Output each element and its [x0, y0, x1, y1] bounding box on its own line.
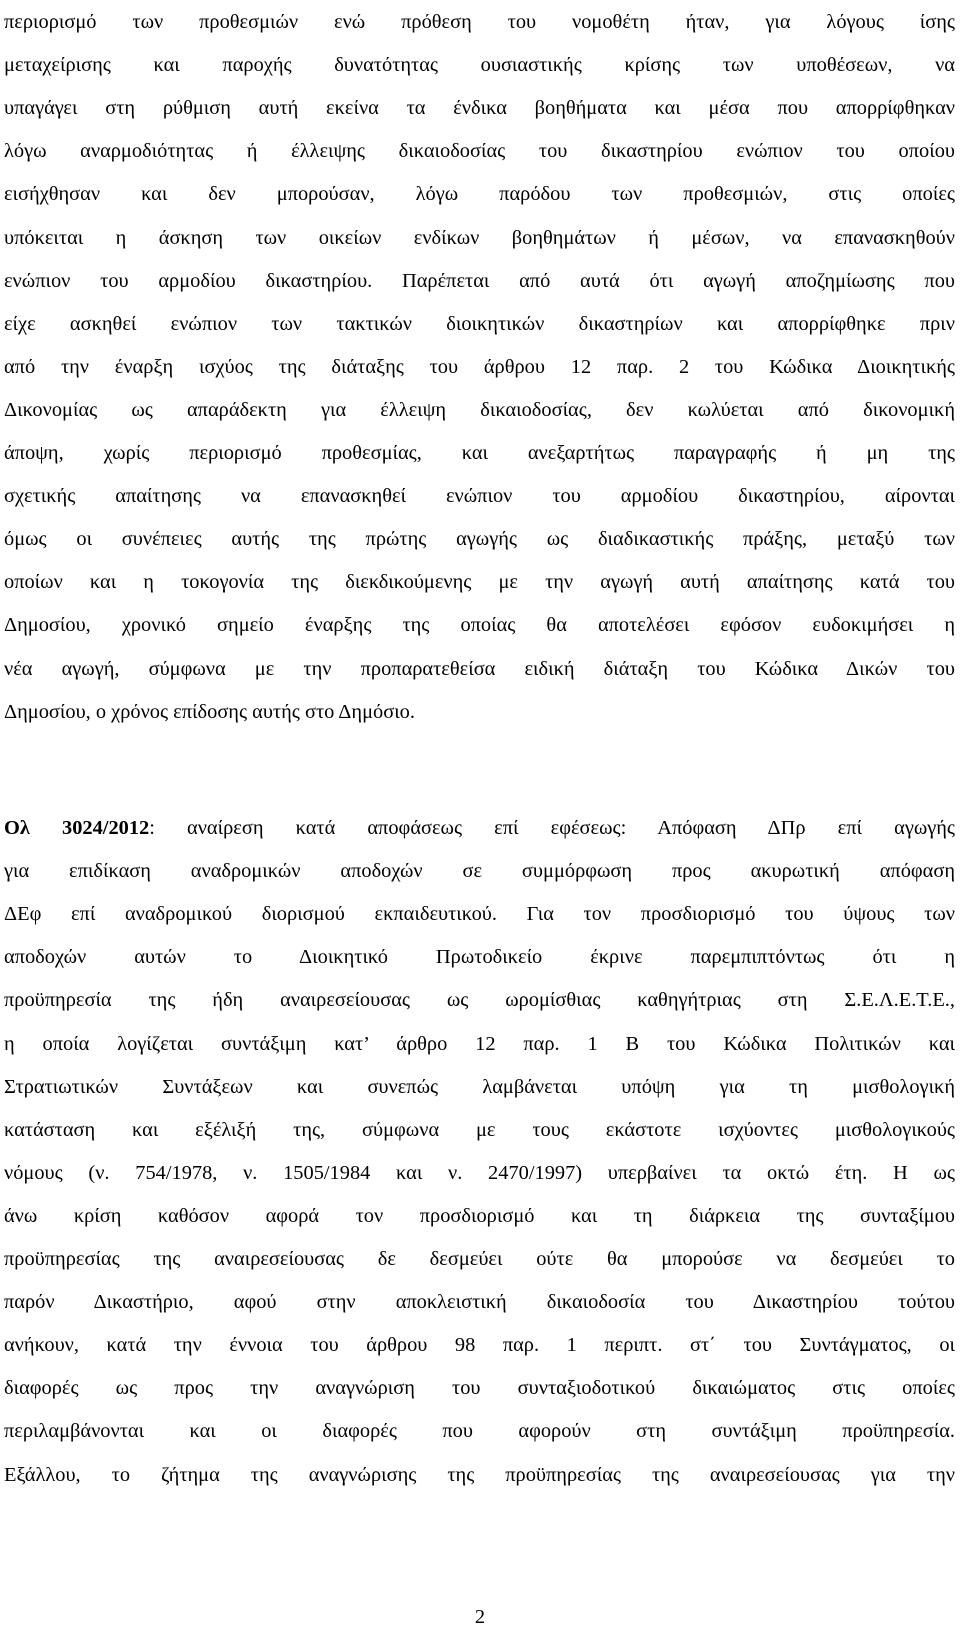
text-line: ανήκουν, κατά την έννοια του άρθρου 98 παρ. 1 περιπτ. στ΄ του Συντάγματος, οι: [4, 1334, 955, 1357]
text-line: παρόν Δικαστήριο, αφού στην αποκλειστική δικαιοδοσία του Δικαστηρίου τούτου: [4, 1291, 955, 1314]
text-line: εισήχθησαν και δεν μπορούσαν, λόγω παρόδου των προθεσμιών, στις οποίες: [4, 183, 955, 206]
text-line: η οποία λογίζεται συντάξιμη κατ’ άρθρο 12 παρ. 1 Β του Κώδικα Πολιτικών και: [4, 1032, 955, 1055]
text-line: περιλαμβάνονται και οι διαφορές που αφορούν στη συντάξιμη προϋπηρεσία.: [4, 1420, 955, 1443]
text-line: κατάσταση και εξέλιξή της, σύμφωνα με τους εκάστοτε ισχύοντες μισθολογικούς: [4, 1118, 955, 1141]
text-line: ΔΕφ επί αναδρομικού διορισμού εκπαιδευτικού. Για τον προσδιορισμό του ύψους των: [4, 903, 955, 926]
text-line: οποίων και η τοκογονία της διεκδικούμενης με την αγωγή αυτή απαίτησης κατά του: [4, 571, 955, 594]
text-line: περιορισμό των προθεσμιών ενώ πρόθεση του νομοθέτη ήταν, για λόγους ίσης: [4, 11, 955, 33]
text-line: [4, 808, 955, 848]
text-line: σχετικής απαίτησης να επανασκηθεί ενώπιον του αρμοδίου δικαστηρίου, αίρονται: [4, 485, 955, 508]
case-reference: Ολ 3024/2012: [4, 817, 150, 839]
text-line: διαφορές ως προς την αναγνώριση του συνταξιοδοτικού δικαιώματος στις οποίες: [4, 1377, 955, 1400]
text-line: αποδοχών αυτών το Διοικητικό Πρωτοδικείο έκρινε παρεμπιπτόντως ότι η: [4, 946, 955, 969]
text-line: Δημοσίου, ο χρόνος επίδοσης αυτής στο Δημόσιο.: [4, 700, 415, 723]
text-line: Εξάλλου, το ζήτημα της αναγνώρισης της προϋπηρεσίας της αναιρεσείουσας για την: [4, 1463, 955, 1486]
text-line: υπαγάγει στη ρύθμιση αυτή εκείνα τα ένδικα βοηθήματα και μέσα που απορρίφθηκαν: [4, 97, 955, 120]
text-line: λόγω αναρμοδιότητας ή έλλειψης δικαιοδοσίας του δικαστηρίου ενώπιον του οποίου: [4, 140, 955, 163]
text-line: άποψη, χωρίς περιορισμό προθεσμίας, και ανεξαρτήτως παραγραφής ή μη της: [4, 442, 955, 464]
text-line: προϋπηρεσία της ήδη αναιρεσείουσας ως ωρομίσθιας καθηγήτριας στη Σ.Ε.Λ.Ε.Τ.Ε.,: [4, 989, 955, 1012]
text-line: Δικονομίας ως απαράδεκτη για έλλειψη δικαιοδοσίας, δεν κωλύεται από δικονομική: [4, 398, 955, 421]
text-line: μεταχείρισης και παροχής δυνατότητας ουσιαστικής κρίσης των υποθέσεων, να: [4, 54, 955, 77]
text-line: όμως οι συνέπειες αυτής της πρώτης αγωγής ως διαδικαστικής πράξης, μεταξύ των: [4, 528, 955, 551]
text-line: νέα αγωγή, σύμφωνα με την προπαρατεθείσα ειδική διάταξη του Κώδικα Δικών του: [4, 657, 955, 680]
text-line: άνω κρίση καθόσον αφορά τον προσδιορισμό και τη διάρκεια της συνταξίμου: [4, 1204, 955, 1227]
text-line: από την έναρξη ισχύος της διάταξης του άρθρου 12 παρ. 2 του Κώδικα Διοικητικής: [4, 355, 955, 378]
text-line: είχε ασκηθεί ενώπιον των τακτικών διοικητικών δικαστηρίων και απορρίφθηκε πριν: [4, 312, 955, 335]
text-line: προϋπηρεσίας της αναιρεσείουσας δε δεσμεύει ούτε θα μπορούσε να δεσμεύει το: [4, 1248, 955, 1270]
text-line: Στρατιωτικών Συντάξεων και συνεπώς λαμβάνεται υπόψη για τη μισθολογική: [4, 1075, 955, 1098]
page-number: 2: [474, 1606, 486, 1628]
text-line: νόμους (ν. 754/1978, ν. 1505/1984 και ν. 2470/1997) υπερβαίνει τα οκτώ έτη. Η ως: [4, 1161, 955, 1184]
text-line: υπόκειται η άσκηση των οικείων ενδίκων βοηθημάτων ή μέσων, να επανασκηθούν: [4, 226, 955, 249]
text-line: ενώπιον του αρμοδίου δικαστηρίου. Παρέπεται από αυτά ότι αγωγή αποζημίωσης που: [4, 269, 955, 292]
case-summary-start: : αναίρεση κατά αποφάσεως επί εφέσεως: Απόφαση ΔΠρ επί αγωγής: [149, 817, 956, 839]
text-line: Δημοσίου, χρονικό σημείο έναρξης της οποίας θα αποτελέσει εφόσον ευδοκιμήσει η: [4, 614, 955, 637]
text-line: για επιδίκαση αναδρομικών αποδοχών σε συμμόρφωση προς ακυρωτική απόφαση: [4, 860, 955, 883]
